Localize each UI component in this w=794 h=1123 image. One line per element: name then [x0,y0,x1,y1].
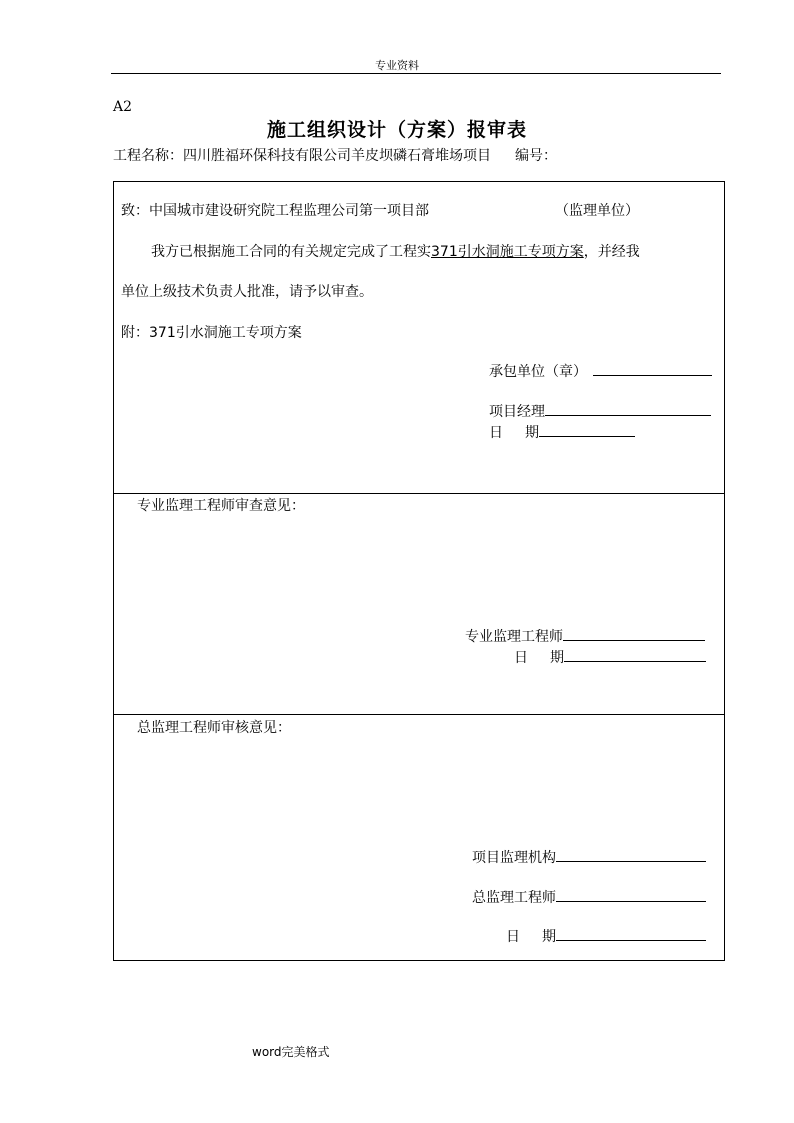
body-prefix: 我方已根据施工合同的有关规定完成了工程实 [151,244,431,260]
engineer-review-heading: 专业监理工程师审查意见： [137,498,305,514]
contractor-label: 承包单位（章） [489,364,587,380]
org-label: 项目监理机构 [472,850,556,866]
date-label-1: 日 [506,929,520,945]
engineer-signature-field[interactable] [563,626,705,641]
org-signature-field[interactable] [556,847,706,862]
form-code: A2 [113,99,133,115]
date-label-1: 日 [514,650,528,666]
date-label-2: 期 [550,650,564,666]
submission-date-field[interactable] [539,422,635,437]
header-rule [111,73,721,74]
addressee-role: （监理单位） [555,203,639,219]
date-label-2: 期 [525,425,539,441]
body-subject: 371引水洞施工专项方案 [431,244,584,260]
contractor-line [489,361,712,381]
date-label-2: 期 [542,929,556,945]
date-label-1: 日 [489,425,503,441]
chief-date-line [506,926,706,946]
chief-label: 总监理工程师 [472,890,556,906]
manager-signature-field[interactable] [545,401,711,416]
contractor-signature-field[interactable] [593,361,712,376]
engineer-date-line [514,647,706,667]
page-footer-text: word完美格式 [252,1045,330,1059]
submission-date-line [489,422,635,442]
manager-line [489,401,711,421]
engineer-signature-line [465,626,705,646]
body-suffix: ，并经我 [583,244,640,260]
chief-signature-line [472,887,706,907]
submission-body-line2: 单位上级技术负责人批准，请予以审查。 [121,284,373,300]
section-divider-1 [113,493,725,494]
manager-label: 项目经理 [489,404,545,420]
section-divider-2 [113,714,725,715]
project-name-label: 工程名称：四川胜福环保科技有限公司羊皮坝磷石膏堆场项目 [113,148,491,164]
submission-body-line1 [151,241,640,261]
form-title: 施工组织设计（方案）报审表 [266,119,527,141]
page-header-text: 专业资料 [375,59,419,72]
addressee: 致：中国城市建设研究院工程监理公司第一项目部 [121,203,429,219]
engineer-date-field[interactable] [564,647,706,662]
engineer-label: 专业监理工程师 [465,629,563,645]
org-signature-line [472,847,706,867]
chief-review-heading: 总监理工程师审核意见： [137,720,291,736]
project-line [113,145,557,165]
number-label: 编号： [515,148,557,164]
addressee-line [121,200,429,220]
attachment-line: 附：371引水洞施工专项方案 [121,325,302,341]
chief-date-field[interactable] [556,926,706,941]
chief-signature-field[interactable] [556,887,706,902]
